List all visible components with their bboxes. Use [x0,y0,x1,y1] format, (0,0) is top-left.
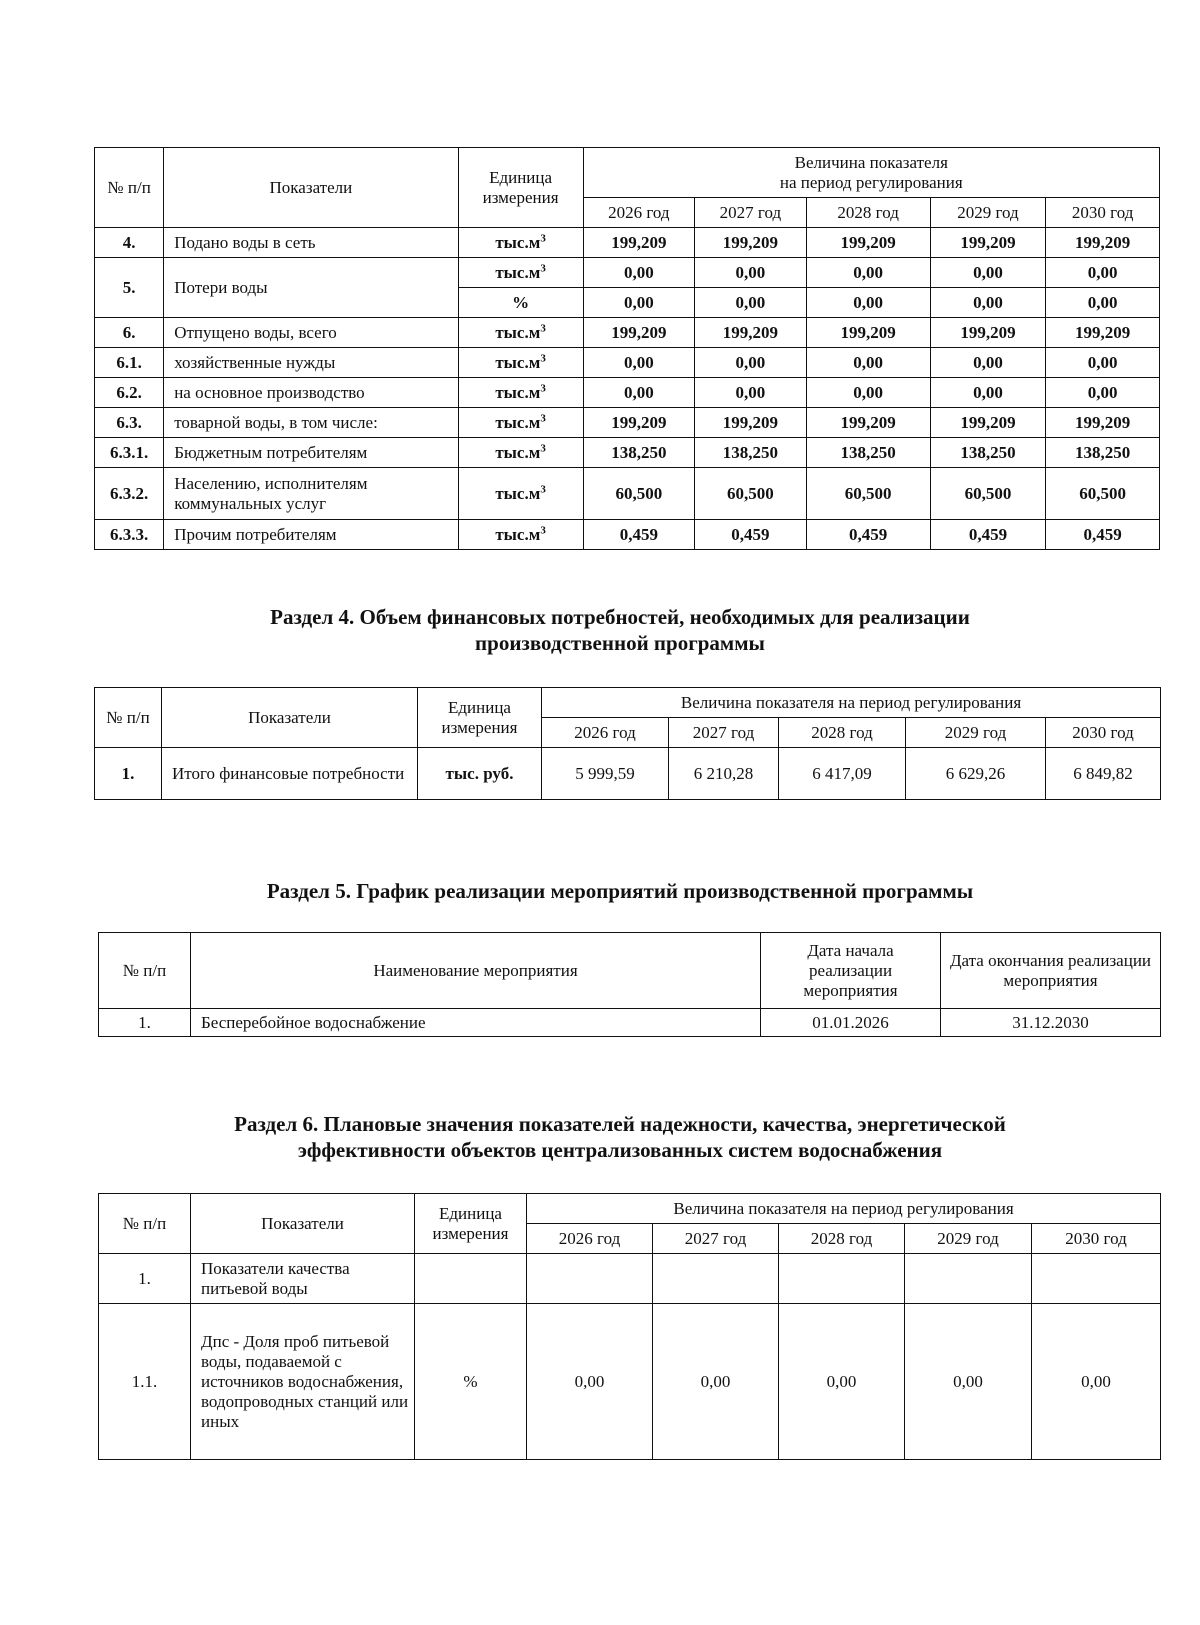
row-unit [458,258,583,288]
row-name: Бесперебойное водоснабжение [191,1009,761,1037]
row-value: 199,209 [930,408,1046,438]
row-value: 199,209 [806,408,930,438]
row-num: 6.3.3. [95,520,164,550]
year-header: 2027 год [695,198,807,228]
row-value: 60,500 [806,468,930,520]
section6-title-line2: эффективности объектов централизованных систем водоснабжения [297,1138,943,1162]
year-header: 2028 год [779,718,906,748]
row-value: 0,00 [653,1304,779,1460]
row-num: 1. [99,1254,191,1304]
header-start: Дата начала реализации мероприятия [761,933,941,1009]
row-value: 6 629,26 [906,748,1046,800]
header-value: Величина показателя на период регулирования [527,1194,1161,1224]
unit-superscript: 3 [540,231,546,244]
row-value: 0,00 [583,348,695,378]
year-header: 2030 год [1046,718,1161,748]
row-unit: тыс. руб. [418,748,542,800]
year-header: 2029 год [905,1224,1032,1254]
row-value: 0,00 [695,378,807,408]
year-header: 2027 год [669,718,779,748]
header-name: Наименование мероприятия [191,933,761,1009]
table-row [95,378,1160,408]
table-row [99,1009,1161,1037]
unit-text: тыс.м [495,352,541,372]
unit-text: тыс.м [495,524,541,544]
header-value: Величина показателя на период регулирования [542,688,1161,718]
row-name: на основное производство [164,378,458,408]
header-num: № п/п [99,933,191,1009]
unit-text: тыс.м [495,322,541,342]
table-row [95,318,1160,348]
header-num: № п/п [95,688,162,748]
row-value: 199,209 [1046,228,1160,258]
unit-text: тыс.м [495,382,541,402]
row-value: 199,209 [930,318,1046,348]
row-num: 6.2. [95,378,164,408]
row-value: 199,209 [1046,408,1160,438]
row-name: хозяйственные нужды [164,348,458,378]
row-value: 0,00 [806,378,930,408]
row-value: 199,209 [583,318,695,348]
unit-superscript: 3 [540,523,546,536]
row-value: 0,00 [527,1304,653,1460]
row-value: 199,209 [583,408,695,438]
table-row [95,748,1161,800]
year-header: 2027 год [653,1224,779,1254]
header-unit: Единица измерения [415,1194,527,1254]
section6-title [0,1111,1200,1163]
table-row [95,520,1160,550]
table-row [95,258,1160,288]
section4-title-line2: производственной программы [475,631,765,655]
row-value: 0,00 [1046,288,1160,318]
row-num: 6.1. [95,348,164,378]
header-value [583,148,1159,198]
row-value: 199,209 [695,228,807,258]
row-value: 60,500 [583,468,695,520]
row-value: 0,00 [1032,1304,1161,1460]
table-row [99,1254,1161,1304]
row-value: 6 417,09 [779,748,906,800]
header-num: № п/п [95,148,164,228]
row-num: 4. [95,228,164,258]
row-value: 0,00 [905,1304,1032,1460]
unit-superscript: 3 [540,381,546,394]
year-header: 2029 год [930,198,1046,228]
row-value: 0,00 [1046,258,1160,288]
header-value-line1: Величина показателя [794,152,948,172]
row-value: 60,500 [930,468,1046,520]
row-unit [458,438,583,468]
row-unit [458,408,583,438]
row-value: 0,00 [930,288,1046,318]
row-value: 0,00 [1046,378,1160,408]
header-end: Дата окончания реализации мероприятия [941,933,1161,1009]
row-value: 6 849,82 [1046,748,1161,800]
row-num: 1. [99,1009,191,1037]
row-name: Отпущено воды, всего [164,318,458,348]
year-header: 2028 год [779,1224,905,1254]
row-name: Дпс - Доля проб питьевой воды, подаваемой с источников водоснабжения, водопроводных станций или иных [191,1304,415,1460]
row-name: Подано воды в сеть [164,228,458,258]
header-num: № п/п [99,1194,191,1254]
row-value: 199,209 [695,408,807,438]
row-value: 199,209 [1046,318,1160,348]
unit-superscript: 3 [540,482,546,495]
row-value: 60,500 [1046,468,1160,520]
table-row [95,228,1160,258]
row-value: 60,500 [695,468,807,520]
row-num: 1.1. [99,1304,191,1460]
table-row [99,1304,1161,1460]
row-value: 199,209 [695,318,807,348]
row-name: Населению, исполнителям коммунальных услуг [164,468,458,520]
row-value: 0,459 [583,520,695,550]
row-value: 0,459 [930,520,1046,550]
section4-title-line1: Раздел 4. Объем финансовых потребностей, необходимых для реализации [270,605,970,629]
quality-table [98,1193,1161,1460]
row-value: 199,209 [806,228,930,258]
row-unit [458,288,583,318]
row-value: 0,00 [930,348,1046,378]
header-value-line2: на период регулирования [779,172,963,192]
row-value: 0,00 [695,288,807,318]
row-num: 6.3.1. [95,438,164,468]
row-name: товарной воды, в том числе: [164,408,458,438]
section6-title-line1: Раздел 6. Плановые значения показателей надежности, качества, энергетической [234,1112,1006,1136]
row-value: 138,250 [583,438,695,468]
unit-text: тыс.м [495,262,541,282]
row-unit [458,520,583,550]
row-value: 0,00 [583,378,695,408]
row-value: 5 999,59 [542,748,669,800]
year-header: 2026 год [542,718,669,748]
unit-superscript: 3 [540,321,546,334]
row-value: 0,00 [583,258,695,288]
table-row [95,408,1160,438]
row-value: 0,00 [806,348,930,378]
row-name: Показатели качества питьевой воды [191,1254,415,1304]
row-value: 199,209 [930,228,1046,258]
row-value: 0,00 [930,378,1046,408]
row-value: 199,209 [583,228,695,258]
row-name: Потери воды [164,258,458,318]
water-balance-table [94,147,1160,550]
row-value: 0,00 [583,288,695,318]
row-value: 6 210,28 [669,748,779,800]
row-value: 0,459 [806,520,930,550]
row-unit [458,228,583,258]
unit-text: тыс.м [495,412,541,432]
row-num: 6.3. [95,408,164,438]
year-header: 2030 год [1046,198,1160,228]
unit-text: тыс.м [495,483,541,503]
header-name: Показатели [191,1194,415,1254]
row-value: 0,459 [1046,520,1160,550]
unit-text: тыс.м [495,442,541,462]
row-value: 0,00 [1046,348,1160,378]
row-value: 138,250 [695,438,807,468]
row-unit [458,348,583,378]
year-header: 2026 год [583,198,695,228]
row-unit [458,378,583,408]
schedule-table [98,932,1161,1037]
year-header: 2029 год [906,718,1046,748]
unit-text: тыс.м [495,232,541,252]
row-unit: % [415,1304,527,1460]
row-name: Итого финансовые потребности [162,748,418,800]
unit-superscript: 3 [540,351,546,364]
table-row [95,468,1160,520]
row-value: 0,00 [695,258,807,288]
row-num: 6.3.2. [95,468,164,520]
unit-superscript: 3 [540,411,546,424]
row-value: 0,00 [806,288,930,318]
row-num: 5. [95,258,164,318]
table-body [95,228,1160,550]
unit-superscript: 3 [540,441,546,454]
year-header: 2030 год [1032,1224,1161,1254]
unit-superscript: 3 [540,261,546,274]
unit-text: % [512,292,530,312]
row-num: 6. [95,318,164,348]
row-unit [458,318,583,348]
row-name: Прочим потребителям [164,520,458,550]
header-name: Показатели [162,688,418,748]
row-num: 1. [95,748,162,800]
row-value: 138,250 [806,438,930,468]
header-unit: Единица измерения [418,688,542,748]
year-header: 2028 год [806,198,930,228]
row-value: 0,00 [695,348,807,378]
financial-table [94,687,1161,800]
section5-title: Раздел 5. График реализации мероприятий производственной программы [266,879,974,903]
row-end: 31.12.2030 [941,1009,1161,1037]
table-row [95,438,1160,468]
row-unit [458,468,583,520]
year-header: 2026 год [527,1224,653,1254]
section4-title [0,604,1200,656]
row-start: 01.01.2026 [761,1009,941,1037]
row-value: 0,00 [930,258,1046,288]
row-value: 138,250 [930,438,1046,468]
row-value: 0,459 [695,520,807,550]
header-name: Показатели [164,148,458,228]
row-value: 138,250 [1046,438,1160,468]
header-unit: Единица измерения [458,148,583,228]
row-name: Бюджетным потребителям [164,438,458,468]
row-value: 0,00 [779,1304,905,1460]
row-value: 199,209 [806,318,930,348]
table-row [95,348,1160,378]
row-value: 0,00 [806,258,930,288]
